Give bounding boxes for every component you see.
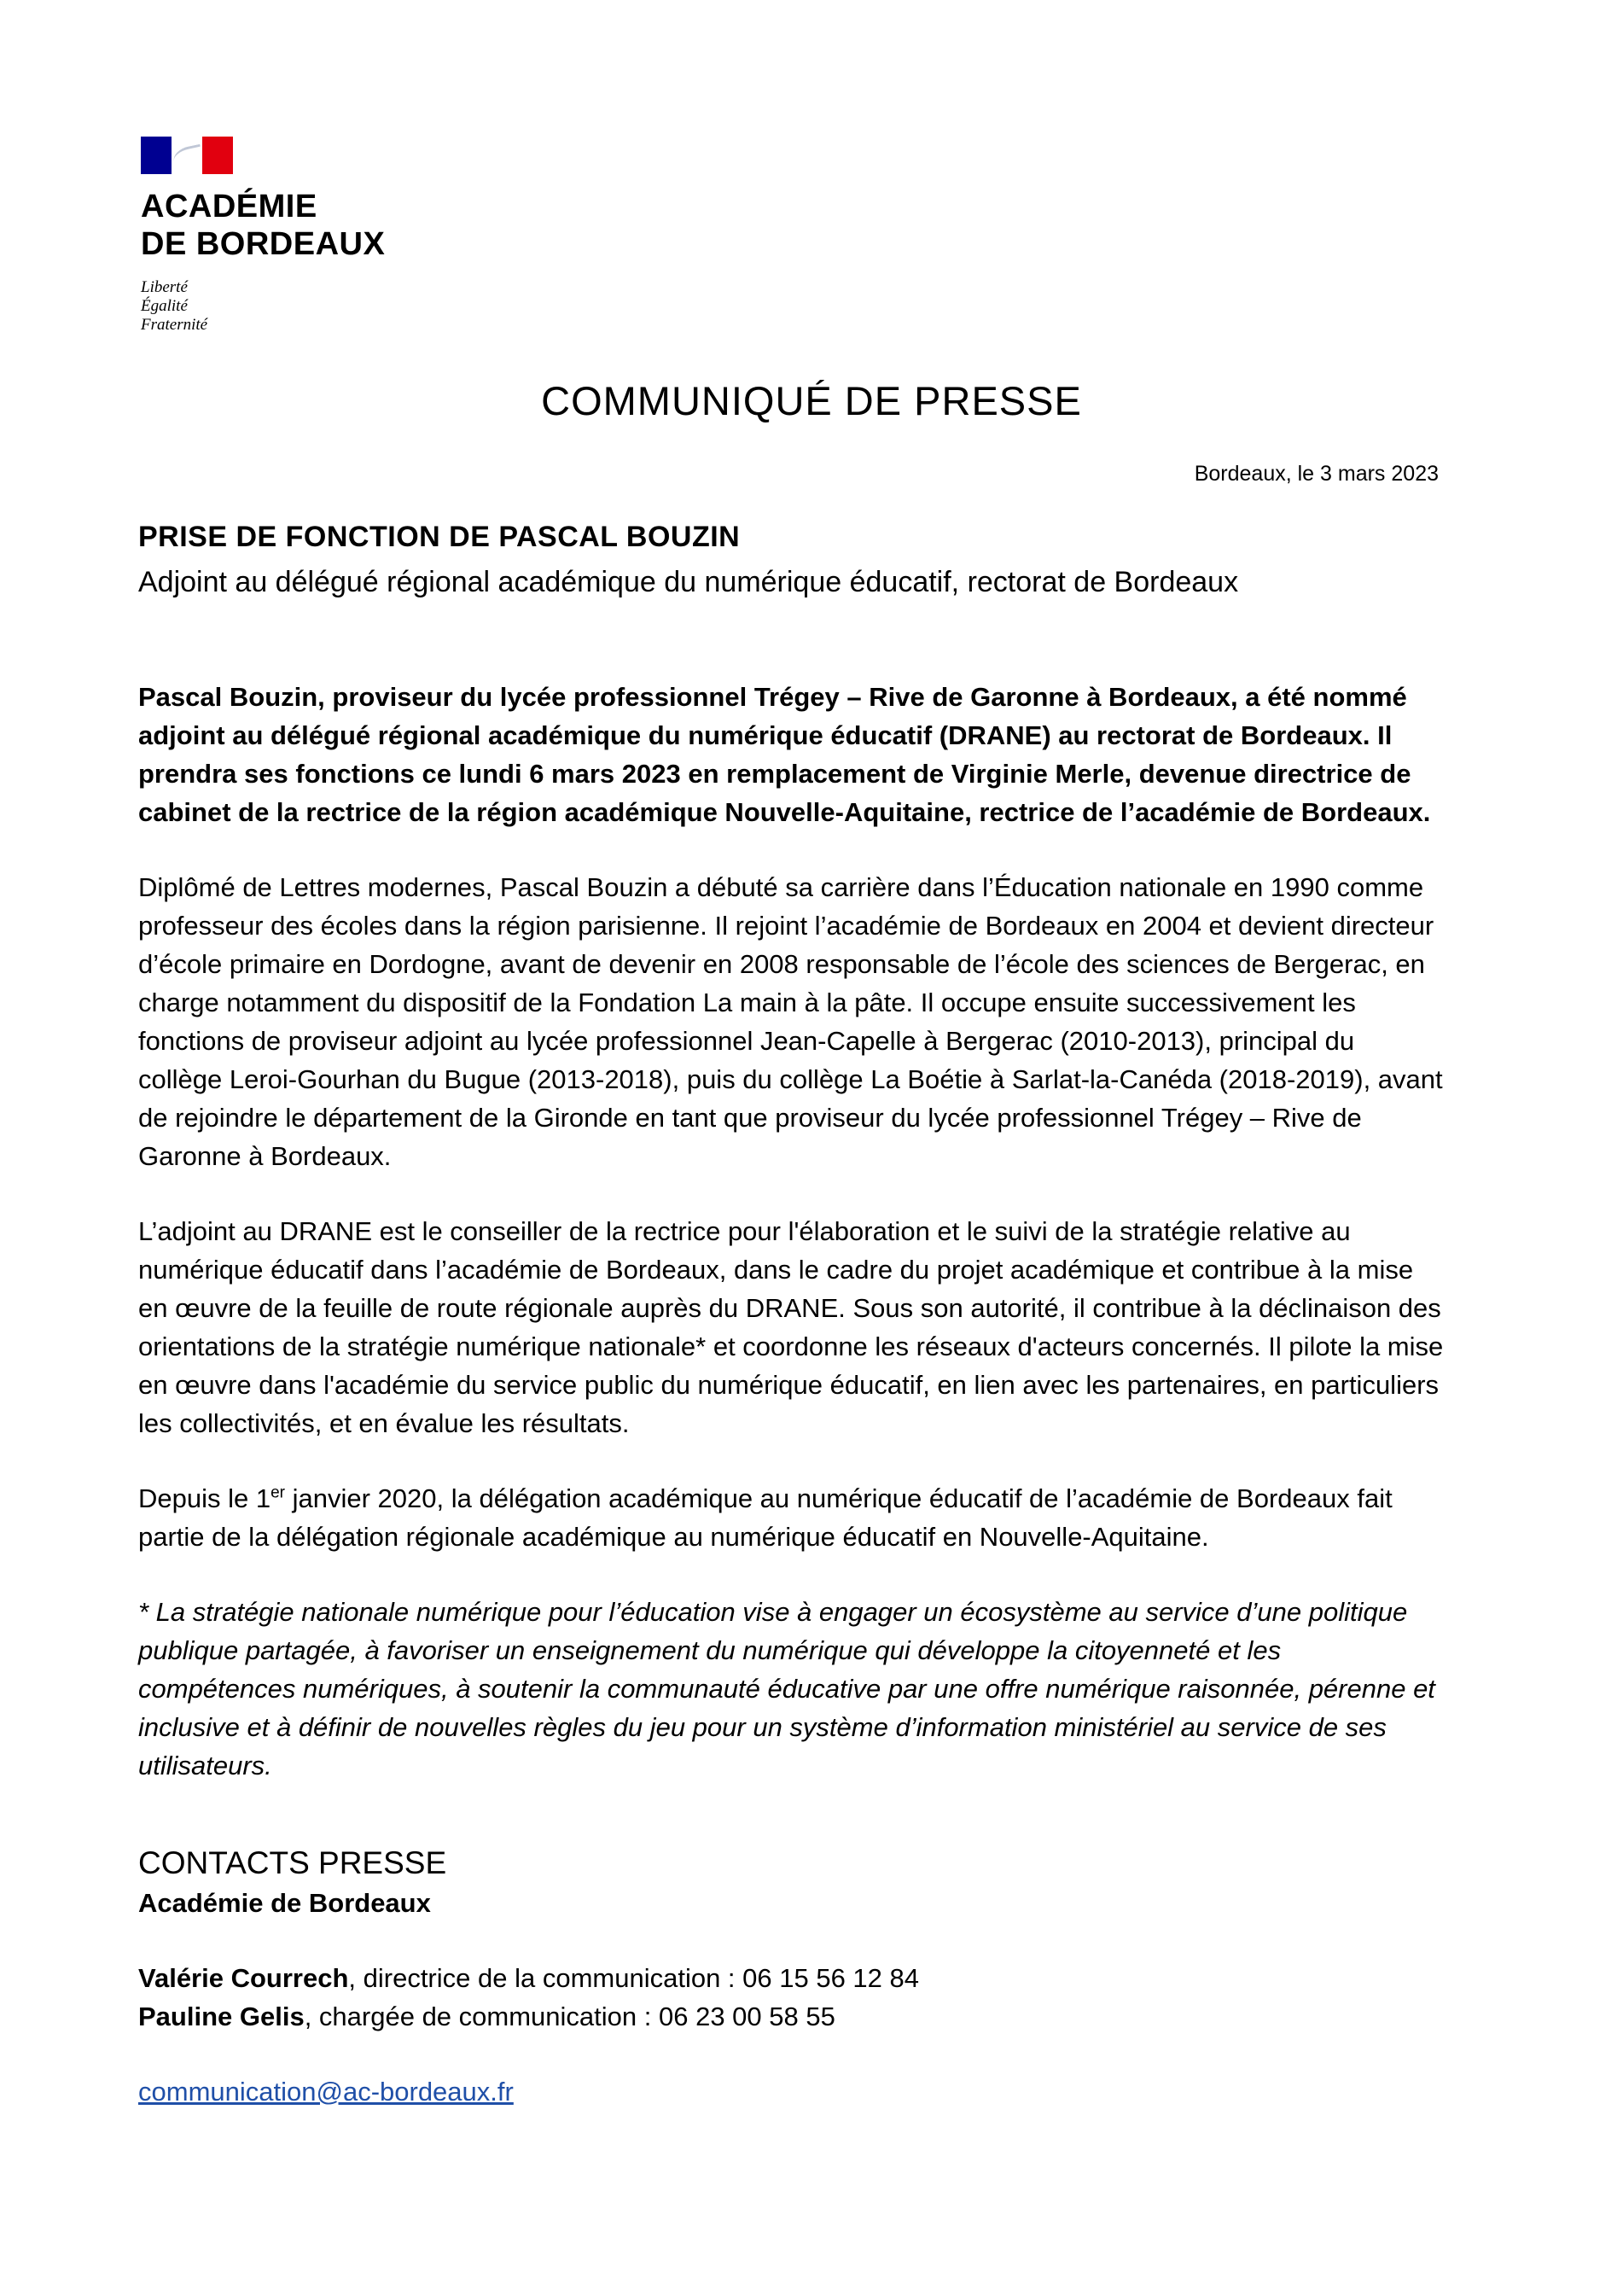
- contact-line: [138, 1997, 1444, 2036]
- contacts-organization: Académie de Bordeaux: [138, 1888, 431, 1918]
- logo-block: [141, 137, 482, 335]
- contact-role: , directrice de la communication : 06 15 56 12 84: [348, 1963, 920, 1993]
- document-date: Bordeaux, le 3 mars 2023: [1194, 462, 1439, 486]
- delegation-text-start: Depuis le 1: [138, 1483, 271, 1513]
- contact-name: Valérie Courrech: [138, 1963, 349, 1993]
- footnote: * La stratégie nationale numérique pour l’éducation vise à engager un écosystème au service d’une politique publique partagée, à favoriser un enseignement du numérique qui développe la citoyenneté et les compétences numériques, à soutenir la communauté éducative par une offre numérique raisonnée, pérenne et inclusive et à définir de nouvelles règles du jeu pour un système d’information ministériel au service de ses utilisateurs.: [138, 1597, 1435, 1780]
- motto-liberte: Liberté: [141, 278, 188, 296]
- motto-fraternite: Fraternité: [141, 316, 208, 334]
- article-title: PRISE DE FONCTION DE PASCAL BOUZIN: [138, 521, 741, 553]
- flag-band-blue: [141, 137, 172, 174]
- motto: [141, 278, 482, 335]
- contact-email-link[interactable]: communication@ac-bordeaux.fr: [138, 2077, 514, 2107]
- document-body: [138, 516, 1444, 2111]
- flag-band-white: [172, 137, 202, 174]
- delegation-paragraph: [138, 1479, 1444, 1556]
- contacts-title: CONTACTS PRESSE: [138, 1845, 447, 1880]
- article-subtitle: Adjoint au délégué régional académique du numérique éducatif, rectorat de Bordeaux: [138, 566, 1239, 598]
- republic-flag-icon: [141, 137, 233, 174]
- lead-paragraph: Pascal Bouzin, proviseur du lycée professionnel Trégey – Rive de Garonne à Bordeaux, a été nommé adjoint au délégué régional académique du numérique éducatif (DRANE) au rectorat de Bordeaux. Il prendra ses fonctions ce lundi 6 mars 2023 en remplacement de Virginie Merle, devenue directrice de cabinet de la rectrice de la région académique Nouvelle-Aquitaine, rectrice de l’académie de Bordeaux.: [138, 682, 1431, 827]
- document-type-heading: COMMUNIQUÉ DE PRESSE: [541, 378, 1082, 423]
- delegation-text-end: janvier 2020, la délégation académique au numérique éducatif de l’académie de Bordeaux fait partie de la délégation régionale académique au numérique éducatif en Nouvelle-Aquitaine.: [138, 1483, 1393, 1552]
- career-paragraph: Diplômé de Lettres modernes, Pascal Bouzin a débuté sa carrière dans l’Éducation nationale en 1990 comme professeur des écoles dans la région parisienne. Il rejoint l’académie de Bordeaux en 2004 et devient directeur d’école primaire en Dordogne, avant de devenir en 2008 responsable de l’école des sciences de Bergerac, en charge notamment du dispositif de la Fondation La main à la pâte. Il occupe ensuite successivement les fonctions de proviseur adjoint au lycée professionnel Jean-Capelle à Bergerac (2010-2013), principal du collège Leroi-Gourhan du Bugue (2013-2018), puis du collège La Boétie à Sarlat-la-Canéda (2018-2019), avant de rejoindre le département de la Gironde en tant que proviseur du lycée professionnel Trégey – Rive de Garonne à Bordeaux.: [138, 872, 1443, 1171]
- role-paragraph: L’adjoint au DRANE est le conseiller de la rectrice pour l'élaboration et le suivi de la stratégie relative au numérique éducatif dans l’académie de Bordeaux, dans le cadre du projet académique et contribue à la mise en œuvre de la feuille de route régionale auprès du DRANE. Sous son autorité, il contribue à la déclinaison des orientations de la stratégie numérique nationale* et coordonne les réseaux d'acteurs concernés. Il pilote la mise en œuvre dans l'académie du service public du numérique éducatif, en lien avec les partenaires, en particuliers les collectivités, et en évalue les résultats.: [138, 1216, 1444, 1438]
- institution-line-2: DE BORDEAUX: [141, 226, 386, 262]
- motto-egalite: Égalité: [141, 297, 188, 315]
- institution-name: [141, 188, 482, 263]
- ordinal-superscript: er: [270, 1483, 285, 1502]
- flag-band-red: [202, 137, 233, 174]
- contact-role: , chargée de communication : 06 23 00 58 55: [304, 2002, 835, 2031]
- contact-name: Pauline Gelis: [138, 2002, 305, 2031]
- email-line: [138, 2072, 1444, 2111]
- institution-line-1: ACADÉMIE: [141, 189, 317, 224]
- contact-line: [138, 1959, 1444, 1997]
